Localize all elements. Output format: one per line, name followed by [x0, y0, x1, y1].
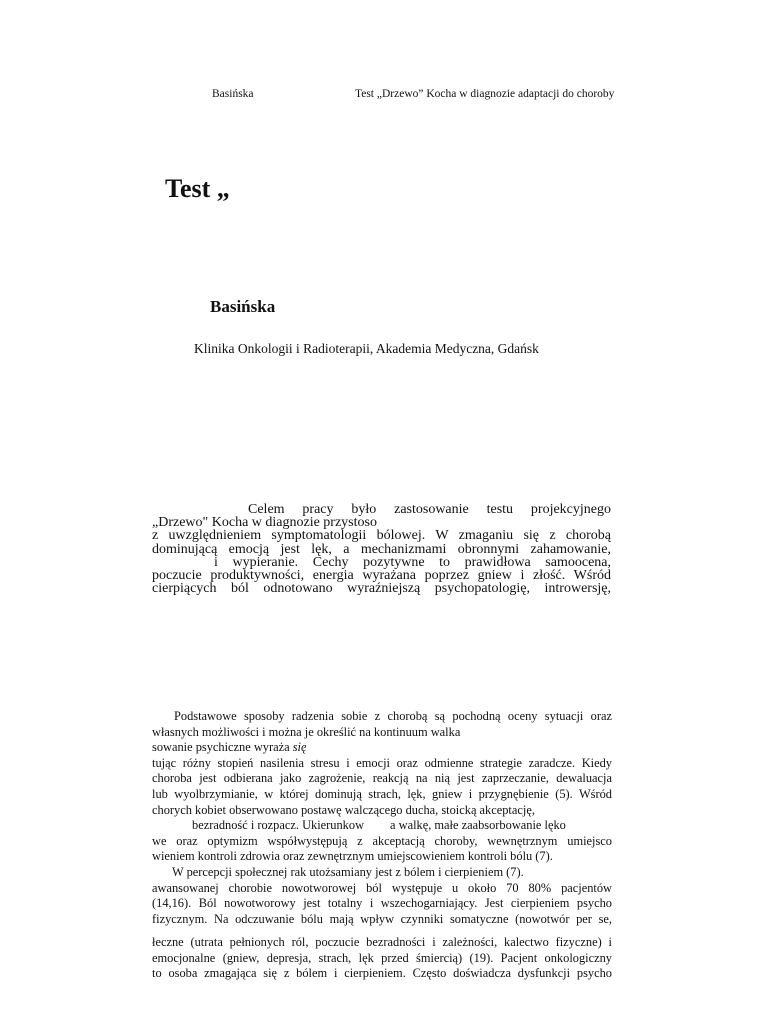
- body-line: własnych możliwości i można je określić na kontinuum walka: [152, 724, 461, 739]
- body-line: [152, 818, 612, 834]
- body-line: chorych kobiet obserwowano postawę walczącego ducha, stoicką akceptację,: [152, 802, 535, 817]
- body-line: Podstawowe sposoby radzenia sobie z chorobą są pochodną oceny sytuacji oraz: [174, 709, 612, 723]
- body-line: to osoba zmagająca się z bólem i cierpieniem. Często doświadcza dysfunkcji psycho: [152, 966, 612, 981]
- body-line-text: bezradność i rozpacz. Ukierunkow: [192, 818, 365, 833]
- body-line: we oraz optymizm współwystępują z akceptacją choroby, wewnętrznym umiejsco: [152, 833, 612, 848]
- abstract-line: z uwzględnieniem symptomatologii bólowej. W zmaganiu się z chorobą: [152, 529, 611, 543]
- affiliation: Klinika Onkologii i Radioterapii, Akademia Medyczna, Gdańsk: [194, 341, 539, 356]
- abstract: [152, 503, 611, 595]
- abstract-line: dominującą emocją jest lęk, a mechanizmami obronnymi zahamowanie,: [152, 542, 611, 556]
- body-line: wieniem kontroli zdrowia oraz zewnętrznym umiejscowieniem kontroli bólu (7).: [152, 849, 553, 864]
- body-line: lub wyolbrzymianie, w której dominują strach, lęk, gniew i przygnębienie (5). Wśród: [152, 786, 612, 801]
- body-line: tując różny stopień nasilenia stresu i emocji oraz odmienne strategie zaradcze. Kiedy: [152, 755, 612, 770]
- body-line: awansowanej chorobie nowotworowej ból występuje u około 70 80% pacjentów: [152, 880, 612, 895]
- article-title: Test „: [165, 174, 230, 203]
- body-line: fizycznym. Na odczuwanie bólu mają wpływ czynniki somatyczne (nowotwór per se,: [152, 911, 612, 926]
- header-author: Basińska: [212, 88, 254, 100]
- article-author: Basińska: [210, 297, 276, 316]
- body-line: (14,16). Ból nowotworowy jest totalny i wszechogarniający. Jest cierpieniem psycho: [152, 896, 612, 911]
- abstract-line: „Drzewo" Kocha w diagnozie przystoso: [152, 516, 377, 530]
- body-italic-word: się: [292, 740, 307, 755]
- abstract-line: i wypieranie. Cechy pozytywne to prawidłowa samoocena,: [214, 555, 611, 570]
- body-line: choroba jest odbierana jako zagrożenie, reakcją na nią jest zaprzeczanie, dewaluacja: [152, 771, 612, 786]
- body-line: emocjonalne (gniew, depresja, strach, lęk przed śmiercią) (19). Pacjent onkologiczny: [152, 950, 612, 965]
- body-line-text: sowanie psychiczne wyraża: [152, 740, 293, 755]
- body-line: [152, 740, 612, 756]
- abstract-line: poczucie produktywności, energia wyrażana poprzez gniew i złość. Wśród: [152, 569, 611, 583]
- abstract-line: cierpiących ból odnotowano wyraźniejszą psychopatologię, introwersję,: [152, 582, 611, 596]
- body-line: W percepcji społecznej rak utożsamiany jest z bólem i cierpieniem (7).: [172, 864, 524, 879]
- body-paragraph-2: [152, 935, 612, 982]
- body-line-fragment: a walkę, małe zaabsorbowanie lęko: [390, 818, 566, 833]
- body-line: łeczne (utrata pełnionych ról, poczucie bezradności i zależności, kalectwo fizyczne) i: [152, 935, 612, 949]
- header-running-title: Test „Drzewo” Kocha w diagnozie adaptacji do choroby: [355, 88, 615, 100]
- abstract-line: Celem pracy było zastosowanie testu projekcyjnego: [248, 503, 611, 517]
- body-paragraph-1: [152, 709, 612, 927]
